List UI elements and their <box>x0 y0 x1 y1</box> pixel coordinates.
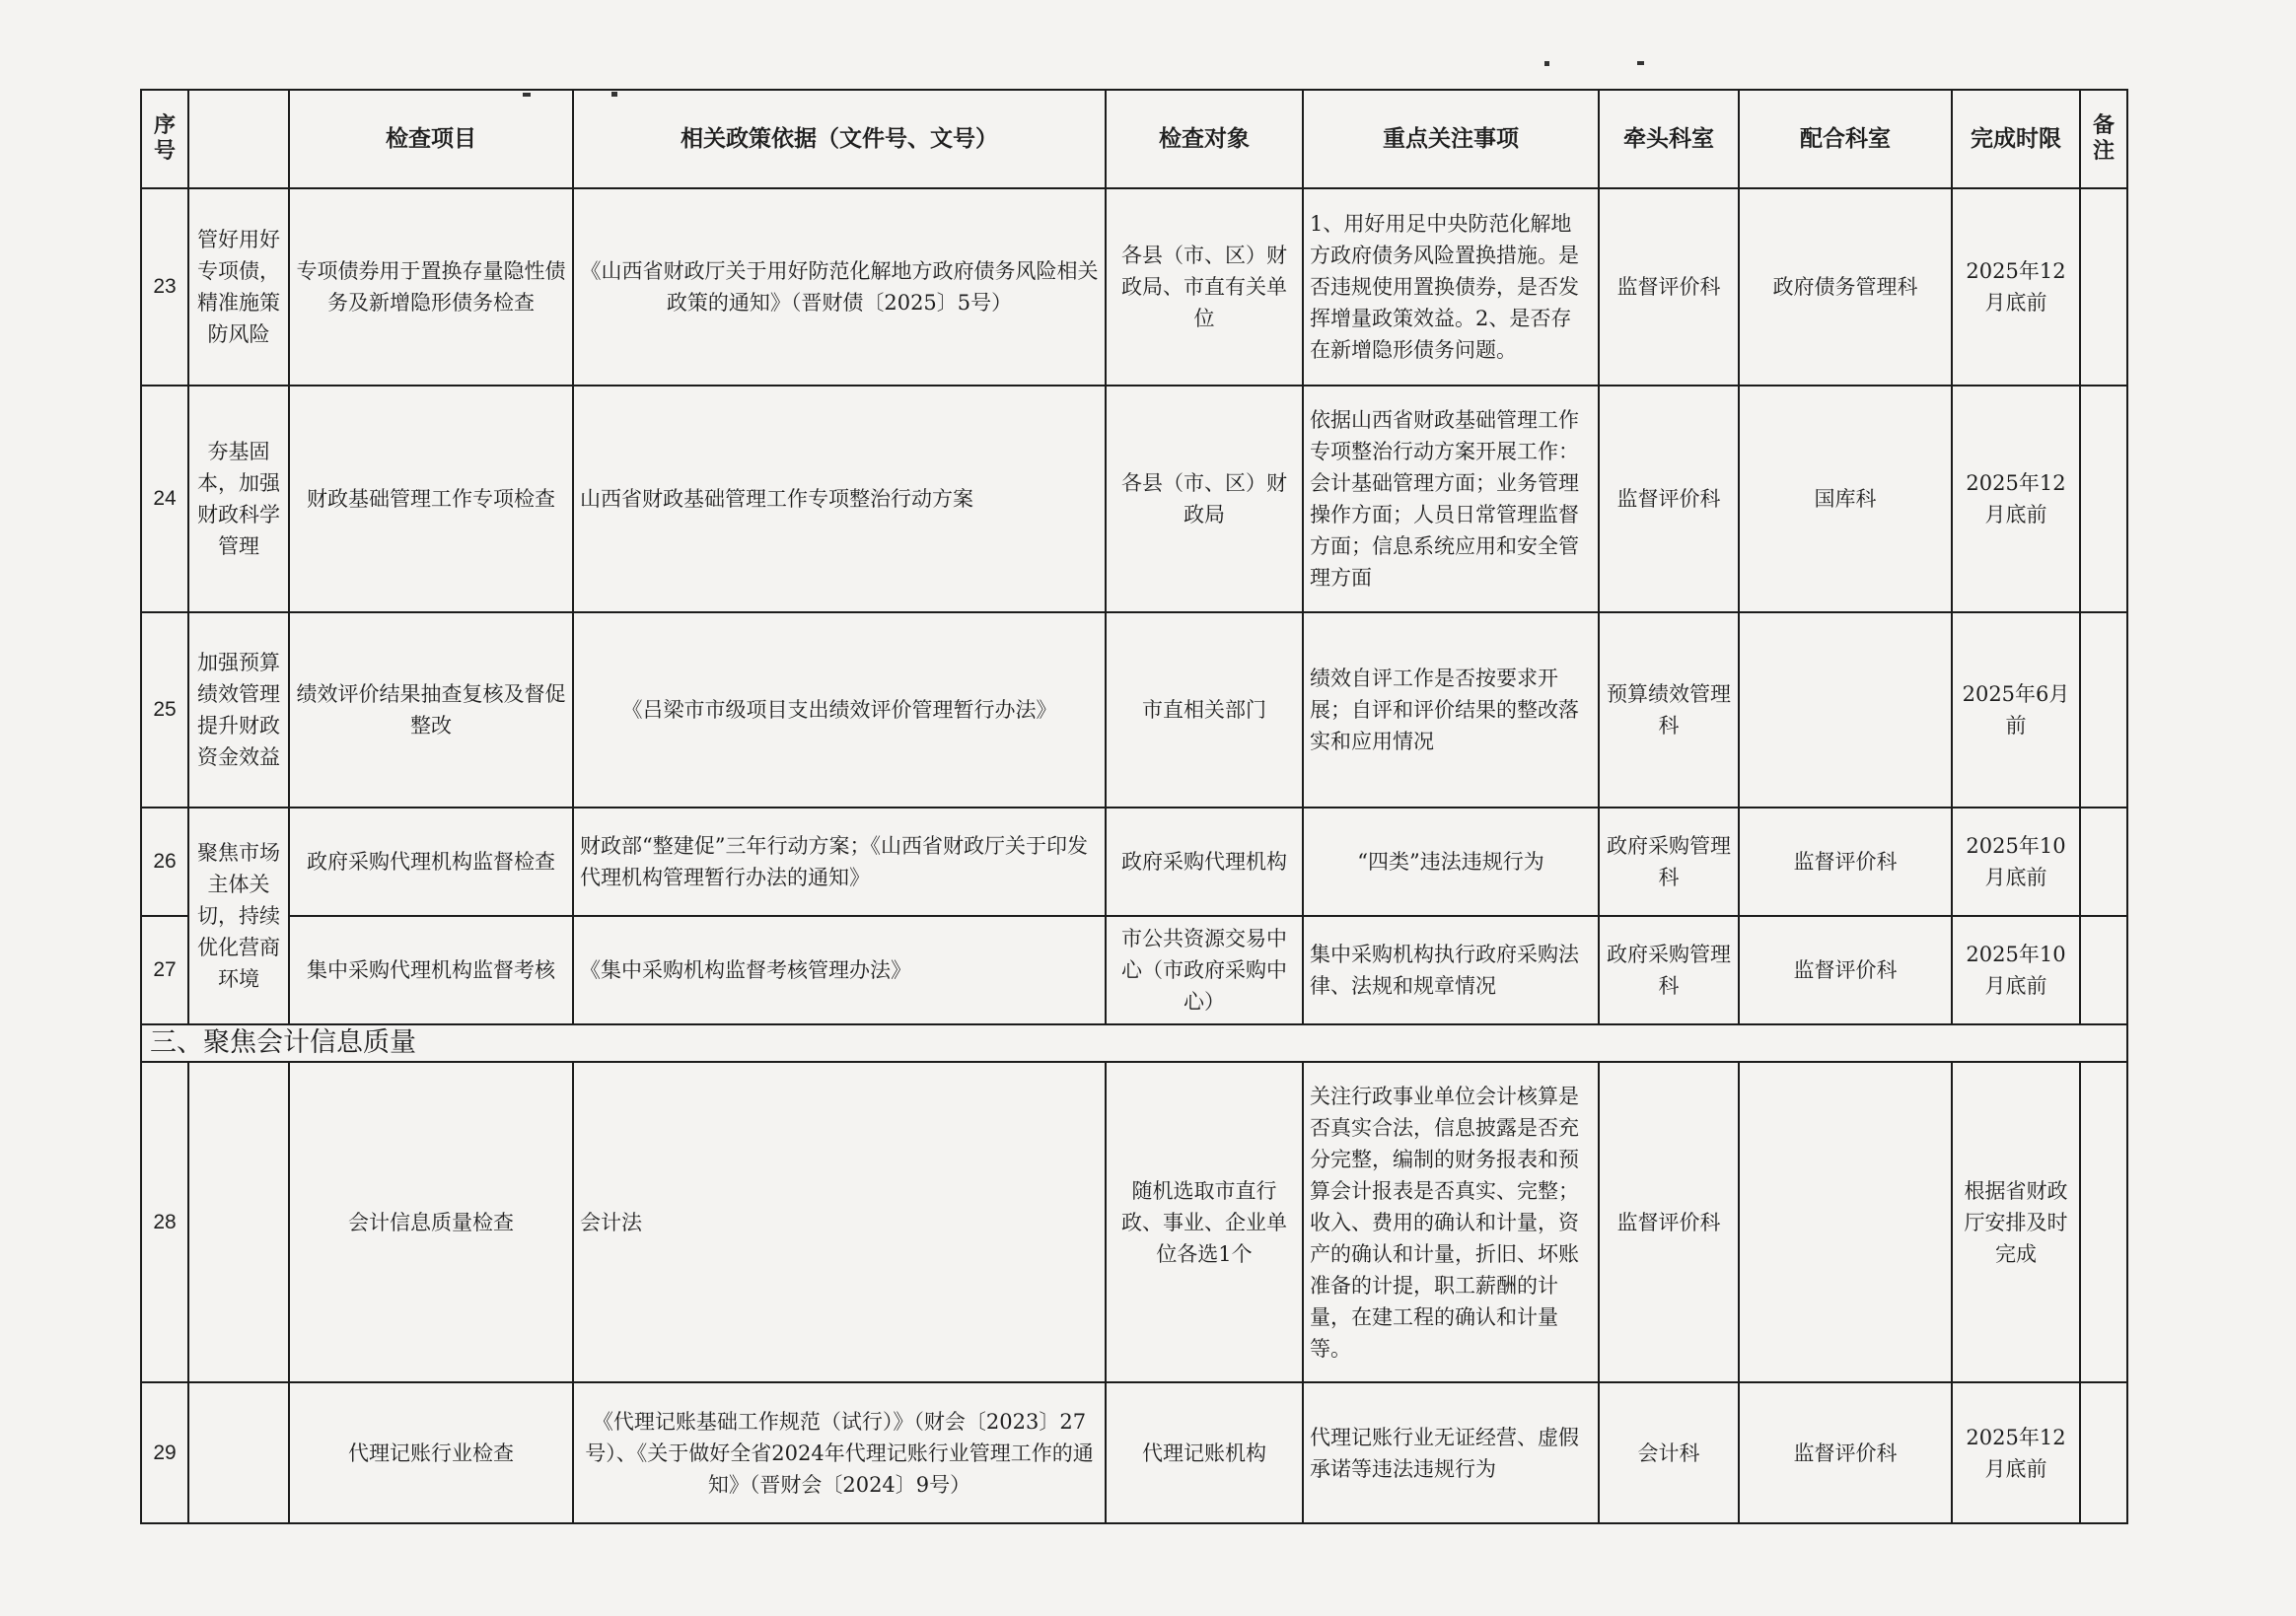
section-title: 三、聚焦会计信息质量 <box>141 1024 2127 1062</box>
row-lead: 预算绩效管理科 <box>1599 612 1739 808</box>
row-basis: 《山西省财政厅关于用好防范化解地方政府债务风险相关政策的通知》（晋财债〔2025〕5号） <box>573 188 1106 386</box>
row-seq: 25 <box>141 612 188 808</box>
row-category <box>188 1062 289 1382</box>
row-basis: 山西省财政基础管理工作专项整治行动方案 <box>573 386 1106 612</box>
inspection-table <box>140 89 2128 1524</box>
row-category <box>188 1382 289 1523</box>
row-item: 代理记账行业检查 <box>289 1382 573 1523</box>
row-lead: 监督评价科 <box>1599 386 1739 612</box>
table-row <box>141 1382 2127 1523</box>
section-header-row <box>141 1024 2127 1062</box>
row-deadline: 2025年12月底前 <box>1952 1382 2080 1523</box>
row-lead: 会计科 <box>1599 1382 1739 1523</box>
row-basis: 《代理记账基础工作规范（试行）》（财会〔2023〕27号）、《关于做好全省2024年代理记账行业管理工作的通知》（晋财会〔2024〕9号） <box>573 1382 1106 1523</box>
table-row <box>141 916 2127 1024</box>
row-lead: 监督评价科 <box>1599 188 1739 386</box>
row-coop: 监督评价科 <box>1739 1382 1952 1523</box>
row-focus: 绩效自评工作是否按要求开展；自评和评价结果的整改落实和应用情况 <box>1303 612 1599 808</box>
row-target: 各县（市、区）财政局 <box>1106 386 1303 612</box>
header-focus: 重点关注事项 <box>1303 90 1599 188</box>
row-remark <box>2080 612 2127 808</box>
row-deadline: 2025年12月底前 <box>1952 386 2080 612</box>
header-deadline: 完成时限 <box>1952 90 2080 188</box>
row-coop <box>1739 1062 1952 1382</box>
table-row <box>141 188 2127 386</box>
row-item: 财政基础管理工作专项检查 <box>289 386 573 612</box>
header-basis: 相关政策依据（文件号、文号） <box>573 90 1106 188</box>
row-target: 市公共资源交易中心（市政府采购中心） <box>1106 916 1303 1024</box>
row-remark <box>2080 386 2127 612</box>
header-lead: 牵头科室 <box>1599 90 1739 188</box>
row-target: 代理记账机构 <box>1106 1382 1303 1523</box>
header-row <box>141 90 2127 188</box>
row-focus: 1、用好用足中央防范化解地方政府债务风险置换措施。是否违规使用置换债券，是否发挥增量政策效益。2、是否存在新增隐形债务问题。 <box>1303 188 1599 386</box>
row-seq: 28 <box>141 1062 188 1382</box>
table-row <box>141 612 2127 808</box>
row-deadline: 根据省财政厅安排及时完成 <box>1952 1062 2080 1382</box>
row-coop: 政府债务管理科 <box>1739 188 1952 386</box>
row-seq: 23 <box>141 188 188 386</box>
row-remark <box>2080 916 2127 1024</box>
row-coop: 监督评价科 <box>1739 916 1952 1024</box>
header-seq: 序号 <box>141 90 188 188</box>
row-basis: 财政部“整建促”三年行动方案；《山西省财政厅关于印发代理机构管理暂行办法的通知》 <box>573 808 1106 916</box>
row-target: 市直相关部门 <box>1106 612 1303 808</box>
row-item: 专项债券用于置换存量隐性债务及新增隐形债务检查 <box>289 188 573 386</box>
row-seq: 29 <box>141 1382 188 1523</box>
table-row <box>141 808 2127 916</box>
row-deadline: 2025年10月底前 <box>1952 916 2080 1024</box>
header-item: 检查项目 <box>289 90 573 188</box>
header-remark: 备注 <box>2080 90 2127 188</box>
row-focus: 关注行政事业单位会计核算是否真实合法，信息披露是否充分完整，编制的财务报表和预算会计报表是否真实、完整；收入、费用的确认和计量，资产的确认和计量，折旧、坏账准备的计提，职工薪酬的计量，在建工程的确认和计量等。 <box>1303 1062 1599 1382</box>
row-coop: 国库科 <box>1739 386 1952 612</box>
row-target: 各县（市、区）财政局、市直有关单位 <box>1106 188 1303 386</box>
header-coop: 配合科室 <box>1739 90 1952 188</box>
row-seq: 24 <box>141 386 188 612</box>
row-basis: 会计法 <box>573 1062 1106 1382</box>
row-lead: 政府采购管理科 <box>1599 808 1739 916</box>
row-item: 绩效评价结果抽查复核及督促整改 <box>289 612 573 808</box>
row-seq: 26 <box>141 808 188 916</box>
row-item: 会计信息质量检查 <box>289 1062 573 1382</box>
row-remark <box>2080 1062 2127 1382</box>
row-deadline: 2025年12月底前 <box>1952 188 2080 386</box>
row-lead: 监督评价科 <box>1599 1062 1739 1382</box>
row-coop <box>1739 612 1952 808</box>
row-focus: 代理记账行业无证经营、虚假承诺等违法违规行为 <box>1303 1382 1599 1523</box>
row-deadline: 2025年6月前 <box>1952 612 2080 808</box>
row-remark <box>2080 1382 2127 1523</box>
row-target: 随机选取市直行政、事业、企业单位各选1个 <box>1106 1062 1303 1382</box>
row-deadline: 2025年10月底前 <box>1952 808 2080 916</box>
row-seq: 27 <box>141 916 188 1024</box>
row-focus: 集中采购机构执行政府采购法律、法规和规章情况 <box>1303 916 1599 1024</box>
header-category <box>188 90 289 188</box>
row-category: 夯基固本，加强财政科学管理 <box>188 386 289 612</box>
row-category: 加强预算绩效管理 提升财政资金效益 <box>188 612 289 808</box>
row-remark <box>2080 188 2127 386</box>
row-target: 政府采购代理机构 <box>1106 808 1303 916</box>
row-focus: “四类”违法违规行为 <box>1303 808 1599 916</box>
row-category: 聚焦市场主体关切，持续优化营商环境 <box>188 808 289 1024</box>
scan-mark <box>1637 61 1644 65</box>
row-basis: 《吕梁市市级项目支出绩效评价管理暂行办法》 <box>573 612 1106 808</box>
row-remark <box>2080 808 2127 916</box>
row-item: 集中采购代理机构监督考核 <box>289 916 573 1024</box>
row-basis: 《集中采购机构监督考核管理办法》 <box>573 916 1106 1024</box>
row-item: 政府采购代理机构监督检查 <box>289 808 573 916</box>
table-row <box>141 1062 2127 1382</box>
row-focus: 依据山西省财政基础管理工作专项整治行动方案开展工作：会计基础管理方面；业务管理操作方面；人员日常管理监督方面；信息系统应用和安全管理方面 <box>1303 386 1599 612</box>
table-row <box>141 386 2127 612</box>
row-coop: 监督评价科 <box>1739 808 1952 916</box>
scan-mark <box>1544 61 1549 66</box>
header-target: 检查对象 <box>1106 90 1303 188</box>
row-lead: 政府采购管理科 <box>1599 916 1739 1024</box>
row-category: 管好用好专项债，精准施策防风险 <box>188 188 289 386</box>
